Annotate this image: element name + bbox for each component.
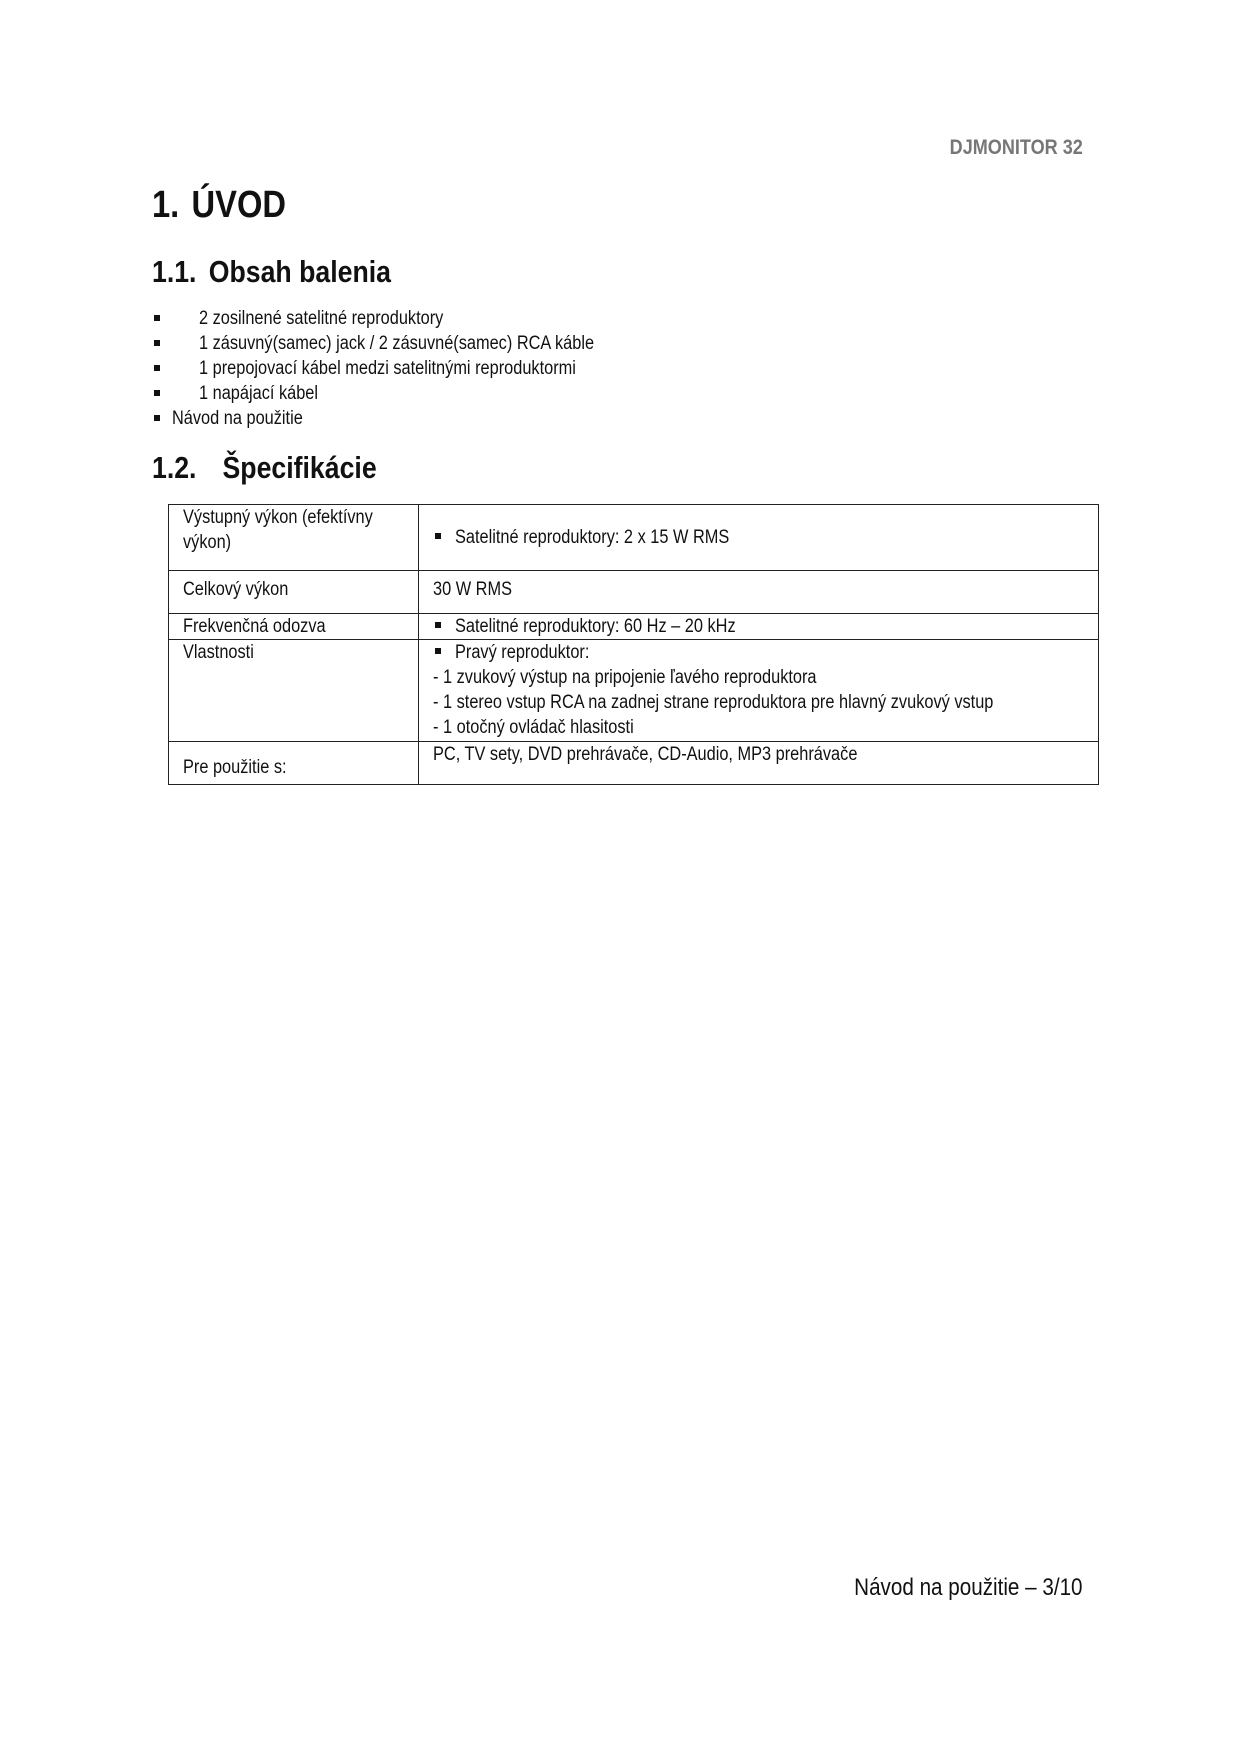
subsection-heading-1-1	[152, 254, 391, 290]
square-bullet-icon	[435, 533, 441, 539]
spec-value-cell: Pravý reproduktor: - 1 zvukový výstup na pripojenie ľavého reproduktora - 1 stereo vstup RCA na zadnej strane reproduktora pre hlavný zvukový vstup - 1 otočný ovládač hlasitosti	[418, 640, 1099, 742]
section-title: ÚVOD	[191, 184, 286, 226]
spec-label-cell: Výstupný výkon (efektívny výkon)	[169, 505, 419, 571]
table-row	[169, 614, 1099, 640]
spec-label-cell: Pre použitie s:	[169, 742, 419, 785]
spec-value-cell: Satelitné reproduktory: 2 x 15 W RMS	[418, 505, 1099, 571]
spec-value-cell: Satelitné reproduktory: 60 Hz – 20 kHz	[418, 614, 1099, 640]
table-row	[169, 571, 1099, 614]
subsection-number: 1.1.	[152, 254, 197, 289]
table-row	[169, 640, 1099, 742]
subsection-title: Špecifikácie	[222, 450, 377, 485]
specifications-table	[168, 504, 1099, 785]
table-row	[169, 505, 1099, 571]
square-bullet-icon	[154, 315, 160, 321]
square-bullet-icon	[154, 415, 160, 421]
spec-value-cell: PC, TV sety, DVD prehrávače, CD-Audio, MP3 prehrávače	[418, 742, 1099, 785]
document-header: DJMONITOR 32	[949, 136, 1083, 159]
spec-label-cell: Celkový výkon	[169, 571, 419, 614]
subsection-number: 1.2.	[152, 450, 197, 485]
section-number: 1.	[152, 184, 180, 226]
table-row	[169, 742, 1099, 785]
square-bullet-icon	[154, 365, 160, 371]
spec-label-cell: Frekvenčná odozva	[169, 614, 419, 640]
subsection-title: Obsah balenia	[208, 254, 391, 289]
subsection-heading-1-2	[152, 450, 377, 486]
square-bullet-icon	[154, 340, 160, 346]
page-footer: Návod na použitie – 3/10	[854, 1574, 1083, 1601]
square-bullet-icon	[435, 648, 441, 654]
spec-value-cell: 30 W RMS	[418, 571, 1099, 614]
spec-label-cell: Vlastnosti	[169, 640, 419, 742]
square-bullet-icon	[154, 390, 160, 396]
section-heading-1	[152, 184, 286, 227]
square-bullet-icon	[435, 622, 441, 628]
